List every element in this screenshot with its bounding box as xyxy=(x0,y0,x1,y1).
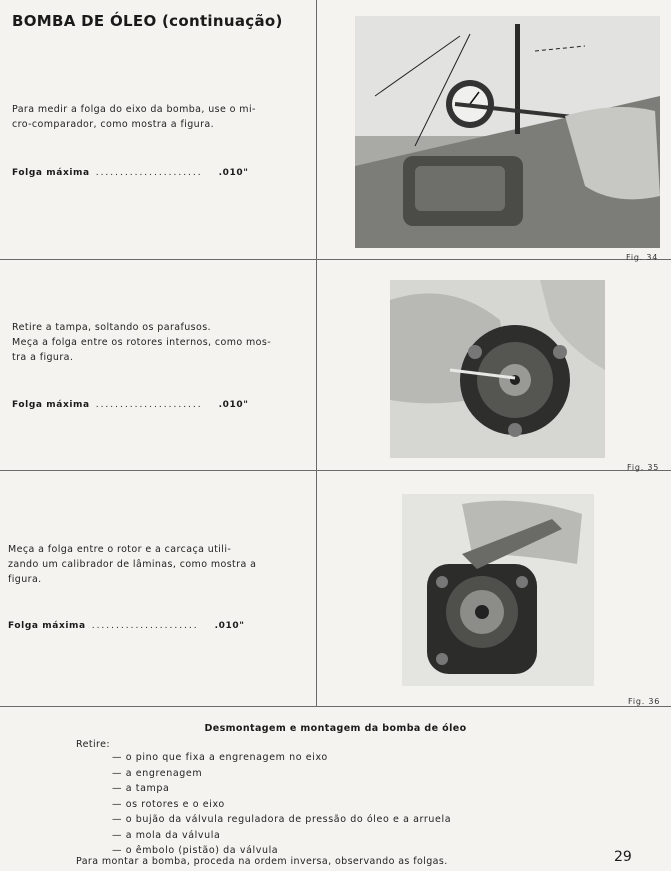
dot-leader: ...................... xyxy=(95,400,203,410)
dot-leader: ...................... xyxy=(91,621,199,631)
figure-caption: Fig. 36 xyxy=(628,697,661,706)
list-item: — a mola da válvula xyxy=(112,829,221,841)
intro-text: Retire: xyxy=(76,739,110,750)
list-item: — o pino que fixa a engrenagem no eixo xyxy=(112,752,328,763)
text-line: zando um calibrador de lâminas, como mostra a xyxy=(8,559,257,570)
dot-leader: ...................... xyxy=(95,168,203,178)
list-item: — a engrenagem xyxy=(112,767,203,779)
text-line: Meça a folga entre os rotores internos, como mos- xyxy=(12,337,272,348)
page-number: 29 xyxy=(614,849,632,865)
figure-caption: Fig. 34 xyxy=(626,253,659,262)
closing-text: Para montar a bomba, proceda na ordem inversa, observando as folgas. xyxy=(76,856,448,867)
list-item: — os rotores e o eixo xyxy=(112,798,225,810)
spec-label: Folga máxima xyxy=(8,621,86,631)
rotor-housing-photo xyxy=(402,494,594,686)
spec-value: .010" xyxy=(218,168,249,178)
instruction-paragraph xyxy=(8,542,256,587)
disassembly-step-list xyxy=(112,750,451,859)
section-divider xyxy=(0,470,671,471)
spec-value: .010" xyxy=(218,400,249,410)
text-line: Retire a tampa, soltando os parafusos. xyxy=(12,322,211,333)
list-item: — a tampa xyxy=(112,783,170,794)
spec-label: Folga máxima xyxy=(12,400,90,410)
text-line: tra a figura. xyxy=(12,352,74,363)
list-item: — o êmbolo (pistão) da válvula xyxy=(112,845,279,856)
text-line: Meça a folga entre o rotor e a carcaça utili- xyxy=(8,544,232,555)
spec-row xyxy=(12,400,249,410)
section-divider xyxy=(0,259,671,260)
text-line: figura. xyxy=(8,574,42,585)
rotor-feeler-photo xyxy=(390,280,605,458)
column-divider xyxy=(316,0,317,706)
figure-caption: Fig. 35 xyxy=(627,463,660,472)
dial-indicator-photo xyxy=(355,16,660,248)
text-line: Para medir a folga do eixo da bomba, use o mi- xyxy=(12,104,256,115)
section-divider xyxy=(0,706,671,707)
spec-row xyxy=(12,168,249,178)
instruction-paragraph xyxy=(12,320,271,365)
text-line: cro-comparador, como mostra a figura. xyxy=(12,119,215,130)
section-title: Desmontagem e montagem da bomba de óleo xyxy=(204,723,467,734)
page-title: BOMBA DE ÓLEO (continuação) xyxy=(12,12,283,30)
list-item: — o bujão da válvula reguladora de pressão do óleo e a arruela xyxy=(112,814,452,825)
spec-row xyxy=(8,621,245,631)
spec-value: .010" xyxy=(214,621,245,631)
instruction-paragraph xyxy=(12,102,256,132)
spec-label: Folga máxima xyxy=(12,168,90,178)
